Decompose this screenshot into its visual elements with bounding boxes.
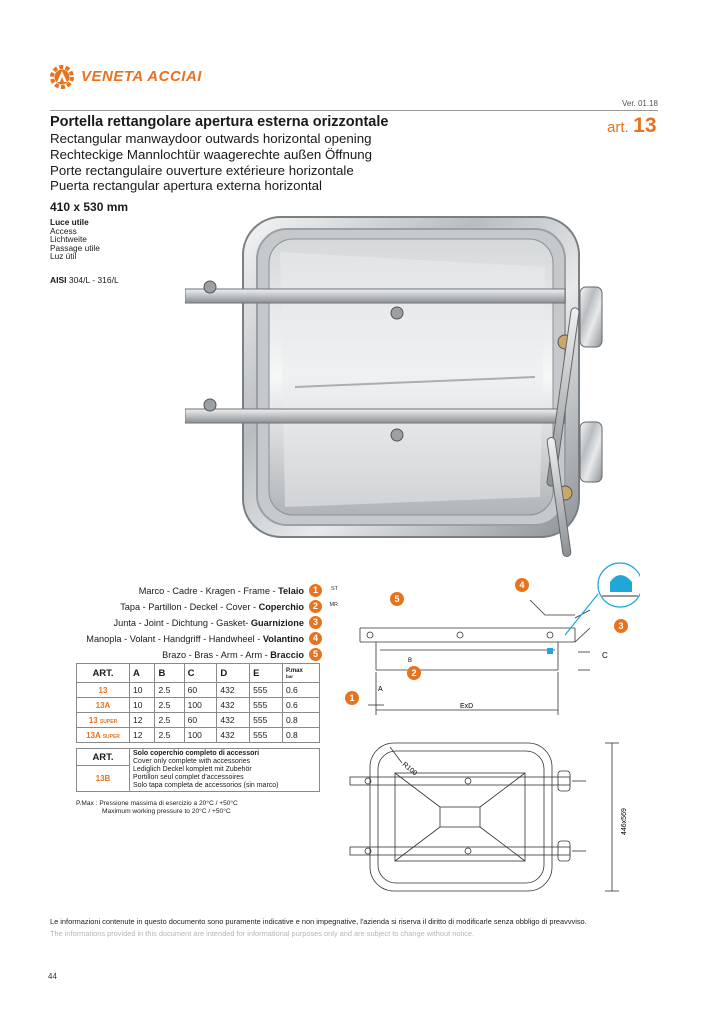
cell-pmax: 0.8 xyxy=(282,713,319,728)
cell-a: 12 xyxy=(130,713,155,728)
radius-label: R100 xyxy=(400,761,419,778)
art-code: 13 xyxy=(88,715,98,725)
callout-3-label: 3 xyxy=(618,621,624,631)
cell-b: 2.5 xyxy=(155,713,184,728)
callout-5-label: 5 xyxy=(394,594,400,604)
brand-logo xyxy=(47,62,217,92)
access-es: Luz útil xyxy=(50,251,77,261)
legend-text: Marco - Cadre - Kragen - Frame - xyxy=(138,586,279,596)
legend-number: 4 xyxy=(309,632,322,645)
cell-e: 555 xyxy=(250,728,283,743)
dim-label-c: C xyxy=(602,651,608,660)
legend-bold: Coperchio xyxy=(258,602,304,612)
options-header-row xyxy=(77,749,320,766)
spec-header-d: D xyxy=(217,664,250,683)
front-view-drawing xyxy=(340,735,640,905)
spec-header-c: C xyxy=(184,664,217,683)
material-grade: 304/L - 316/L xyxy=(68,275,119,285)
art-suffix: SUPER xyxy=(102,733,120,740)
title-spanish: Puerta rectangular apertura externa horizontal xyxy=(50,178,323,194)
options-line-en: Cover only complete with accessories xyxy=(133,758,251,765)
legend-number: 3 xyxy=(309,616,322,629)
article-prefix: art. xyxy=(607,119,629,136)
spec-header-pmax xyxy=(282,664,319,683)
disclaimer-italian: Le informazioni contenute in questo documento sono puramente indicative e non impegnative, l'azienda si riserva il diritto di modificarle senza obbligo di preavvviso. xyxy=(50,917,587,926)
title-english: Rectangular manwaydoor outwards horizontal opening xyxy=(50,131,372,146)
legend-number: 5 xyxy=(309,648,322,661)
art-code: 13A xyxy=(95,700,111,710)
pmax-note-it: P.Max : Pressione massima di esercizio a 20°C / +50°C xyxy=(76,800,238,807)
page-number: 44 xyxy=(48,972,57,981)
pmax-note xyxy=(76,800,238,816)
gear-logo-icon xyxy=(47,62,77,92)
spec-header-row xyxy=(77,664,320,683)
title-french: Porte rectangulaire ouverture extérieure horizontale xyxy=(50,162,354,178)
brand-wordmark: VENETA ACCIAI xyxy=(81,68,202,85)
title-italian: Portella rettangolare apertura esterna orizzontale xyxy=(50,114,389,130)
legend-note: MR xyxy=(329,602,338,608)
material-label xyxy=(50,275,119,285)
access-de: Lichtweite xyxy=(50,234,87,244)
legend-row-handwheel xyxy=(60,631,360,647)
pmax-label: P.max xyxy=(285,667,303,674)
table-row xyxy=(77,713,320,728)
options-line-de: Lediglich Deckel komplett mit Zubehör xyxy=(133,766,252,773)
row-art xyxy=(77,728,130,743)
options-header-art: ART. xyxy=(77,749,130,766)
title-german: Rechteckige Mannlochtür waagerechte außen Öffnung xyxy=(50,146,373,162)
legend-bold: Braccio xyxy=(270,650,304,660)
art-suffix: SUPER xyxy=(99,718,118,725)
cell-pmax: 0.6 xyxy=(282,698,319,713)
cell-d: 432 xyxy=(217,698,250,713)
cell-a: 10 xyxy=(130,683,155,698)
options-line-fr: Portillon seul complet d'accessoires xyxy=(133,774,244,781)
legend-row-gasket xyxy=(60,615,360,631)
callout-1-label: 1 xyxy=(349,693,355,703)
access-fr: Passage utile xyxy=(50,242,100,253)
parts-legend xyxy=(60,583,360,663)
legend-row-arm xyxy=(60,647,360,663)
article-number: 13 xyxy=(633,114,657,137)
cell-e: 555 xyxy=(250,698,283,713)
cell-c: 60 xyxy=(184,713,217,728)
spec-header-art: ART. xyxy=(77,664,130,683)
cell-e: 555 xyxy=(250,713,283,728)
legend-row-frame xyxy=(60,583,360,599)
pmax-note-en: Maximum working pressure to 20°C / +50°C xyxy=(102,808,231,815)
height-dimension-label: 446x569 xyxy=(621,808,628,835)
cell-a: 10 xyxy=(130,698,155,713)
dim-label-a: A xyxy=(378,686,383,693)
cell-b: 2.5 xyxy=(155,698,184,713)
legend-row-cover xyxy=(60,599,360,615)
legend-text: Brazo - Bras - Arm - Arm - xyxy=(162,650,271,660)
side-view-drawing xyxy=(340,560,640,730)
art-code: 13 xyxy=(98,685,108,695)
cell-c: 60 xyxy=(184,683,217,698)
cell-c: 100 xyxy=(184,728,217,743)
legend-text: Manopla - Volant - Handgriff - Handwheel - xyxy=(86,634,263,644)
size-label: 410 x 530 mm xyxy=(50,200,129,214)
pmax-unit: bar xyxy=(285,673,293,679)
dim-label-b: B xyxy=(408,658,413,664)
options-table xyxy=(76,748,320,792)
spec-table xyxy=(76,663,320,743)
access-label xyxy=(50,218,100,261)
cell-d: 432 xyxy=(217,728,250,743)
table-row xyxy=(77,698,320,713)
header-rule xyxy=(50,110,658,111)
legend-note: ST xyxy=(330,586,338,592)
options-line-es: Solo tapa completa de accessorios (sin marco) xyxy=(133,782,279,789)
options-description xyxy=(130,749,320,792)
callout-2-label: 2 xyxy=(411,668,417,678)
legend-text: Junta - Joint - Dichtung - Gasket- xyxy=(113,618,251,628)
cell-d: 432 xyxy=(217,713,250,728)
spec-header-a: A xyxy=(130,664,155,683)
version-label: Ver. 01.18 xyxy=(621,99,658,108)
cell-d: 432 xyxy=(217,683,250,698)
callout-4-label: 4 xyxy=(519,580,525,590)
legend-number: 2 xyxy=(309,600,322,613)
legend-number: 1 xyxy=(309,584,322,597)
access-title: Luce utile xyxy=(50,217,89,227)
spec-header-e: E xyxy=(250,664,283,683)
table-row xyxy=(77,683,320,698)
product-photo xyxy=(185,207,625,567)
row-art xyxy=(77,698,130,713)
cell-e: 555 xyxy=(250,683,283,698)
cell-pmax: 0.6 xyxy=(282,683,319,698)
cell-c: 100 xyxy=(184,698,217,713)
legend-bold: Guarnizione xyxy=(250,618,304,628)
title-block xyxy=(50,114,570,194)
options-title: Solo coperchio completo di accessori xyxy=(133,750,260,757)
disclaimer-english: The informations provided in this document are intended for informational purposes only and are subject to change without notice. xyxy=(50,929,474,938)
art-code: 13A xyxy=(86,730,101,740)
spec-header-b: B xyxy=(155,664,184,683)
table-row xyxy=(77,728,320,743)
legend-text: Tapa - Partillon - Deckel - Cover - xyxy=(120,602,259,612)
legend-bold: Volantino xyxy=(262,634,304,644)
cell-pmax: 0.8 xyxy=(282,728,319,743)
options-art-code: 13B xyxy=(77,766,130,792)
row-art xyxy=(77,683,130,698)
cell-a: 12 xyxy=(130,728,155,743)
legend-bold: Telaio xyxy=(278,586,304,596)
cell-b: 2.5 xyxy=(155,728,184,743)
row-art xyxy=(77,713,130,728)
dim-label-ed: ExD xyxy=(460,703,474,710)
cell-b: 2.5 xyxy=(155,683,184,698)
material-aisi: AISI xyxy=(50,275,67,285)
article-badge xyxy=(607,114,657,138)
access-en: Access xyxy=(50,225,77,236)
